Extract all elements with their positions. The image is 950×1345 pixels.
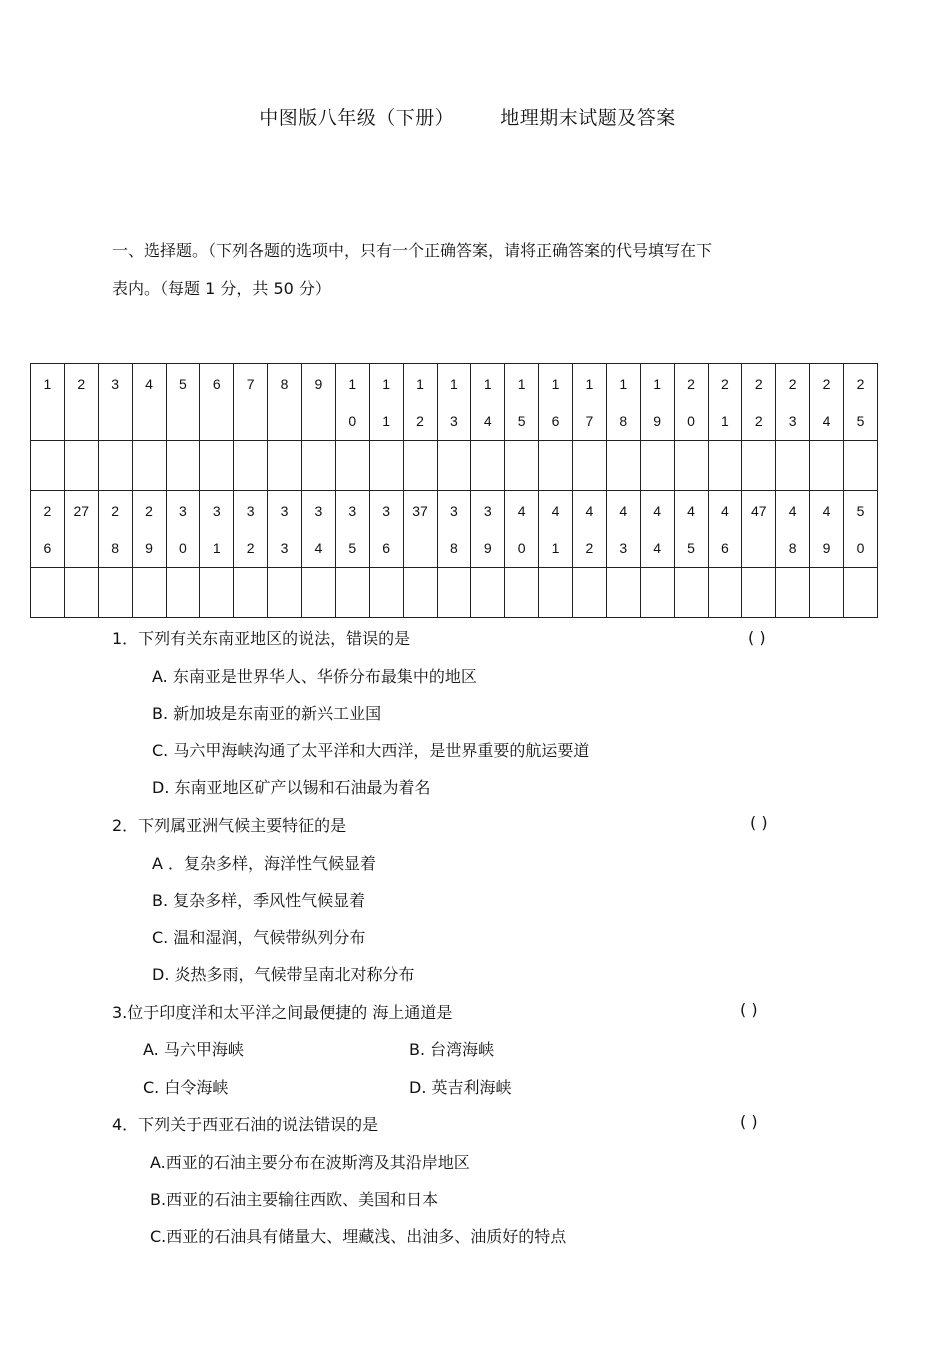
question-2-option-b: B. 复杂多样，季风性气候显着 bbox=[152, 891, 366, 910]
question-1-option-b: B. 新加坡是东南亚的新兴工业国 bbox=[152, 704, 382, 723]
question-number-text: 1 bbox=[585, 376, 594, 392]
question-number-text: 3 bbox=[348, 503, 357, 519]
question-number-cell bbox=[31, 364, 65, 441]
question-number-cell bbox=[132, 491, 166, 568]
question-number-text: 3 bbox=[450, 503, 458, 519]
question-number-text: 1 bbox=[348, 376, 357, 392]
answer-cell[interactable] bbox=[98, 441, 132, 491]
question-4-stem: 4．下列关于西亚石油的说法错误的是 bbox=[112, 1115, 379, 1134]
question-number-cell bbox=[573, 364, 607, 441]
answer-cell[interactable] bbox=[708, 441, 742, 491]
question-1-option-a: A. 东南亚是世界华人、华侨分布最集中的地区 bbox=[152, 667, 477, 686]
question-number-text: 8 bbox=[280, 376, 289, 392]
answer-cell[interactable] bbox=[369, 568, 403, 618]
question-number-text: 2 bbox=[111, 503, 120, 519]
question-number-text: 6 bbox=[721, 540, 729, 556]
question-number-text: 3 bbox=[111, 376, 120, 392]
question-number-cell bbox=[742, 364, 776, 441]
question-4-answer-paren: ( ) bbox=[740, 1112, 758, 1131]
question-number-text: 3 bbox=[450, 413, 458, 429]
question-number-text: 2 bbox=[585, 540, 594, 556]
answer-cell[interactable] bbox=[606, 568, 640, 618]
question-number-text: 0 bbox=[687, 413, 695, 429]
question-number-cell bbox=[234, 364, 268, 441]
question-number-cell bbox=[471, 364, 505, 441]
question-number-text: 1 bbox=[416, 376, 424, 392]
answer-cell[interactable] bbox=[776, 441, 810, 491]
question-number-text: 9 bbox=[822, 540, 831, 556]
answer-cell[interactable] bbox=[31, 441, 65, 491]
answer-cell[interactable] bbox=[302, 441, 336, 491]
answer-cell[interactable] bbox=[166, 441, 200, 491]
question-number-text: 3 bbox=[246, 503, 255, 519]
question-number-text: 2 bbox=[145, 503, 153, 519]
question-number-text: 8 bbox=[788, 540, 797, 556]
answer-cell[interactable] bbox=[674, 441, 708, 491]
question-number-text: 1 bbox=[619, 376, 628, 392]
answer-cell[interactable] bbox=[302, 568, 336, 618]
question-number-text: 0 bbox=[517, 540, 526, 556]
question-1-answer-paren: ( ) bbox=[748, 628, 766, 647]
question-number-text: 2 bbox=[856, 376, 865, 392]
question-number-text: 5 bbox=[687, 540, 695, 556]
question-2-option-d: D. 炎热多雨，气候带呈南北对称分布 bbox=[152, 965, 415, 984]
question-number-text: 6 bbox=[551, 413, 560, 429]
question-number-cell bbox=[302, 364, 336, 441]
question-number-text: 3 bbox=[619, 540, 628, 556]
answer-cell[interactable] bbox=[505, 568, 539, 618]
question-number-cell bbox=[742, 491, 776, 568]
question-number-text: 3 bbox=[788, 413, 797, 429]
answer-cell[interactable] bbox=[573, 568, 607, 618]
question-number-text: 1 bbox=[43, 376, 52, 392]
question-1-option-d: D. 东南亚地区矿产以锡和石油最为着名 bbox=[152, 778, 431, 797]
answer-cell[interactable] bbox=[132, 568, 166, 618]
question-2-stem: 2．下列属亚洲气候主要特征的是 bbox=[112, 816, 347, 835]
question-number-cell bbox=[64, 364, 98, 441]
question-2-option-a: A ．复杂多样，海洋性气候显着 bbox=[152, 854, 377, 873]
question-number-cell bbox=[403, 491, 437, 568]
answer-cell[interactable] bbox=[200, 441, 234, 491]
question-number-cell bbox=[31, 491, 65, 568]
question-3-option-c: C. 白令海峡 bbox=[143, 1078, 229, 1097]
question-number-cell bbox=[674, 491, 708, 568]
answer-cell[interactable] bbox=[234, 441, 268, 491]
question-number-text: 47 bbox=[751, 503, 767, 519]
answer-cell[interactable] bbox=[810, 568, 844, 618]
question-number-text: 9 bbox=[653, 413, 662, 429]
answer-cell[interactable] bbox=[31, 568, 65, 618]
question-number-cell bbox=[302, 491, 336, 568]
question-number-text: 4 bbox=[585, 503, 594, 519]
question-number-text: 6 bbox=[43, 540, 52, 556]
question-number-text: 3 bbox=[280, 540, 289, 556]
question-4-option-b: B.西亚的石油主要输往西欧、美国和日本 bbox=[150, 1190, 439, 1209]
question-number-text: 5 bbox=[517, 413, 526, 429]
answer-cell[interactable] bbox=[268, 568, 302, 618]
question-number-cell bbox=[403, 364, 437, 441]
question-number-text: 2 bbox=[754, 376, 763, 392]
answer-cell[interactable] bbox=[403, 568, 437, 618]
question-number-text: 1 bbox=[450, 376, 458, 392]
question-number-text: 0 bbox=[348, 413, 357, 429]
question-number-text: 3 bbox=[280, 503, 289, 519]
question-number-row bbox=[31, 364, 878, 441]
question-number-cell bbox=[369, 491, 403, 568]
question-number-cell bbox=[674, 364, 708, 441]
question-number-text: 4 bbox=[653, 503, 662, 519]
question-number-cell bbox=[268, 364, 302, 441]
question-number-row bbox=[31, 491, 878, 568]
question-number-text: 1 bbox=[551, 540, 560, 556]
answer-cell[interactable] bbox=[844, 441, 878, 491]
answer-cell[interactable] bbox=[132, 441, 166, 491]
question-number-text: 3 bbox=[212, 503, 221, 519]
question-number-cell bbox=[98, 364, 132, 441]
answer-cell[interactable] bbox=[166, 568, 200, 618]
question-number-text: 1 bbox=[517, 376, 526, 392]
answer-cell[interactable] bbox=[64, 441, 98, 491]
question-number-text: 37 bbox=[412, 503, 428, 519]
answer-cell[interactable] bbox=[674, 568, 708, 618]
question-number-text: 4 bbox=[314, 540, 323, 556]
question-number-cell bbox=[132, 364, 166, 441]
question-number-cell bbox=[606, 364, 640, 441]
answer-cell[interactable] bbox=[573, 441, 607, 491]
question-number-text: 2 bbox=[43, 503, 52, 519]
question-number-text: 3 bbox=[314, 503, 323, 519]
question-number-text: 4 bbox=[788, 503, 797, 519]
answer-cell[interactable] bbox=[640, 568, 674, 618]
question-number-text: 5 bbox=[348, 540, 357, 556]
question-number-text: 4 bbox=[653, 540, 662, 556]
question-number-text: 3 bbox=[179, 503, 187, 519]
question-2-option-c: C. 温和湿润，气候带纵列分布 bbox=[152, 928, 366, 947]
answer-row bbox=[31, 441, 878, 491]
question-number-text: 2 bbox=[416, 413, 424, 429]
question-number-text: 2 bbox=[721, 376, 729, 392]
question-number-cell bbox=[640, 491, 674, 568]
answer-cell[interactable] bbox=[200, 568, 234, 618]
question-2-answer-paren: ( ) bbox=[750, 813, 768, 832]
question-number-cell bbox=[335, 491, 369, 568]
answer-cell[interactable] bbox=[403, 441, 437, 491]
answer-cell[interactable] bbox=[335, 568, 369, 618]
answer-cell[interactable] bbox=[708, 568, 742, 618]
question-number-cell bbox=[708, 491, 742, 568]
question-number-text: 6 bbox=[212, 376, 221, 392]
question-number-cell bbox=[708, 364, 742, 441]
answer-cell[interactable] bbox=[335, 441, 369, 491]
question-number-text: 0 bbox=[179, 540, 187, 556]
question-number-text: 2 bbox=[246, 540, 255, 556]
question-number-text: 4 bbox=[822, 503, 831, 519]
question-number-cell bbox=[844, 364, 878, 441]
question-number-text: 4 bbox=[145, 376, 153, 392]
question-number-text: 1 bbox=[653, 376, 662, 392]
question-number-text: 4 bbox=[551, 503, 560, 519]
question-4-option-c: C.西亚的石油具有储量大、埋藏浅、出油多、油质好的特点 bbox=[150, 1227, 567, 1246]
title-right: 地理期末试题及答案 bbox=[500, 107, 676, 129]
answer-cell[interactable] bbox=[844, 568, 878, 618]
question-number-text: 0 bbox=[856, 540, 865, 556]
question-number-text: 4 bbox=[687, 503, 695, 519]
question-number-cell bbox=[505, 364, 539, 441]
question-number-cell bbox=[539, 491, 573, 568]
question-number-cell bbox=[505, 491, 539, 568]
question-number-cell bbox=[776, 364, 810, 441]
answer-cell[interactable] bbox=[742, 568, 776, 618]
question-number-cell bbox=[369, 364, 403, 441]
answer-cell[interactable] bbox=[742, 441, 776, 491]
answer-cell[interactable] bbox=[268, 441, 302, 491]
question-number-text: 5 bbox=[856, 503, 865, 519]
answer-cell[interactable] bbox=[437, 568, 471, 618]
question-number-cell bbox=[200, 491, 234, 568]
question-number-cell bbox=[640, 364, 674, 441]
question-3-answer-paren: ( ) bbox=[740, 1000, 758, 1019]
question-number-text: 5 bbox=[856, 413, 865, 429]
question-number-text: 9 bbox=[145, 540, 153, 556]
question-number-text: 8 bbox=[111, 540, 120, 556]
question-number-cell bbox=[471, 491, 505, 568]
instructions-line1: 一、选择题。（下列各题的选项中，只有一个正确答案，请将正确答案的代号填写在下 bbox=[112, 241, 713, 260]
answer-cell[interactable] bbox=[471, 568, 505, 618]
question-number-text: 5 bbox=[179, 376, 187, 392]
question-number-cell bbox=[437, 491, 471, 568]
question-number-text: 4 bbox=[721, 503, 729, 519]
question-number-cell bbox=[166, 491, 200, 568]
question-number-text: 7 bbox=[246, 376, 255, 392]
question-number-text: 2 bbox=[788, 376, 797, 392]
answer-cell[interactable] bbox=[471, 441, 505, 491]
question-3-option-d: D. 英吉利海峡 bbox=[409, 1078, 512, 1097]
answer-cell[interactable] bbox=[505, 441, 539, 491]
question-number-cell bbox=[776, 491, 810, 568]
question-number-cell bbox=[844, 491, 878, 568]
question-number-text: 2 bbox=[687, 376, 695, 392]
question-number-cell bbox=[539, 364, 573, 441]
question-1-stem: 1．下列有关东南亚地区的说法，错误的是 bbox=[112, 629, 411, 648]
question-number-text: 2 bbox=[77, 376, 86, 392]
question-number-text: 2 bbox=[822, 376, 831, 392]
question-number-cell bbox=[810, 491, 844, 568]
question-number-text: 1 bbox=[382, 413, 391, 429]
question-number-text: 1 bbox=[483, 376, 492, 392]
page-title bbox=[0, 103, 935, 130]
answer-cell[interactable] bbox=[640, 441, 674, 491]
answer-cell[interactable] bbox=[98, 568, 132, 618]
question-number-text: 9 bbox=[483, 540, 492, 556]
answer-cell[interactable] bbox=[369, 441, 403, 491]
answer-cell[interactable] bbox=[64, 568, 98, 618]
question-number-text: 7 bbox=[585, 413, 594, 429]
answer-cell[interactable] bbox=[539, 568, 573, 618]
question-number-cell bbox=[606, 491, 640, 568]
question-number-text: 4 bbox=[483, 413, 492, 429]
title-left: 中图版八年级（下册） bbox=[259, 107, 455, 129]
question-number-text: 8 bbox=[619, 413, 628, 429]
question-number-text: 3 bbox=[483, 503, 492, 519]
question-4-option-a: A.西亚的石油主要分布在波斯湾及其沿岸地区 bbox=[150, 1153, 470, 1172]
question-number-text: 1 bbox=[551, 376, 560, 392]
answer-cell[interactable] bbox=[810, 441, 844, 491]
question-1-option-c: C. 马六甲海峡沟通了太平洋和大西洋，是世界重要的航运要道 bbox=[152, 741, 590, 760]
question-number-text: 6 bbox=[382, 540, 391, 556]
question-number-cell bbox=[268, 491, 302, 568]
question-number-text: 2 bbox=[754, 413, 763, 429]
question-number-text: 1 bbox=[382, 376, 391, 392]
question-number-cell bbox=[98, 491, 132, 568]
answer-cell[interactable] bbox=[437, 441, 471, 491]
question-number-text: 1 bbox=[212, 540, 221, 556]
question-number-text: 9 bbox=[314, 376, 323, 392]
question-number-cell bbox=[200, 364, 234, 441]
answer-row bbox=[31, 568, 878, 618]
question-3-option-b: B. 台湾海峡 bbox=[409, 1040, 495, 1059]
question-number-text: 4 bbox=[517, 503, 526, 519]
question-number-cell bbox=[335, 364, 369, 441]
question-number-cell bbox=[64, 491, 98, 568]
question-3-option-a: A. 马六甲海峡 bbox=[143, 1040, 244, 1059]
question-number-cell bbox=[810, 364, 844, 441]
question-number-cell bbox=[573, 491, 607, 568]
question-number-cell bbox=[437, 364, 471, 441]
answer-cell[interactable] bbox=[776, 568, 810, 618]
question-number-cell bbox=[166, 364, 200, 441]
question-number-text: 4 bbox=[822, 413, 831, 429]
answer-cell[interactable] bbox=[539, 441, 573, 491]
question-number-cell bbox=[234, 491, 268, 568]
answer-table bbox=[30, 363, 878, 618]
answer-cell[interactable] bbox=[606, 441, 640, 491]
question-number-text: 8 bbox=[450, 540, 458, 556]
question-number-text: 27 bbox=[73, 503, 90, 519]
question-3-stem: 3.位于印度洋和太平洋之间最便捷的 海上通道是 bbox=[112, 1003, 453, 1022]
question-number-text: 1 bbox=[721, 413, 729, 429]
question-number-text: 4 bbox=[619, 503, 628, 519]
question-number-text: 3 bbox=[382, 503, 391, 519]
answer-cell[interactable] bbox=[234, 568, 268, 618]
instructions-line2: 表内。（每题 1 分，共 50 分） bbox=[112, 279, 331, 298]
